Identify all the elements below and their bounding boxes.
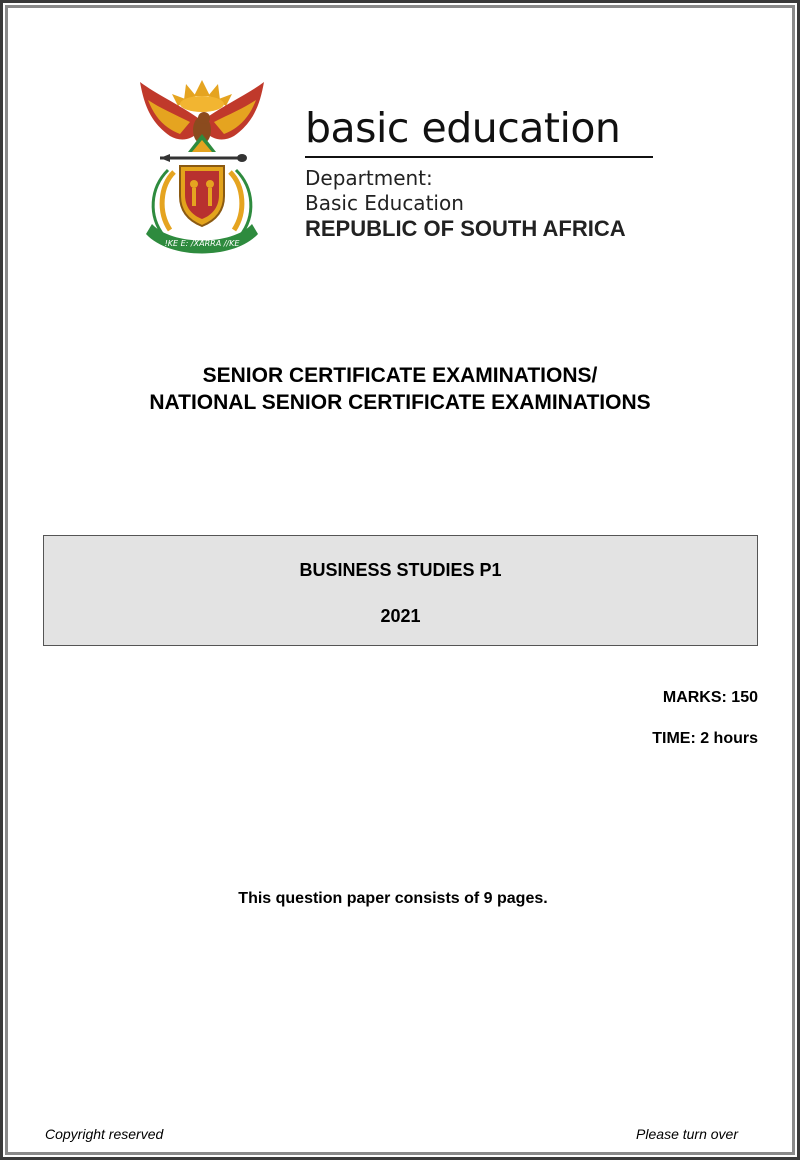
brand-underline <box>305 156 653 158</box>
footer-turn-over: Please turn over <box>636 1126 738 1142</box>
subject-box <box>43 535 758 646</box>
exam-title <box>0 362 800 416</box>
svg-text:!KE E: /XARRA //KE: !KE E: /XARRA //KE <box>164 239 240 248</box>
brand-name: basic education <box>305 104 621 152</box>
department-branding <box>305 104 655 242</box>
footer-copyright: Copyright reserved <box>45 1126 164 1142</box>
exam-title-line-2: NATIONAL SENIOR CERTIFICATE EXAMINATIONS <box>149 391 651 414</box>
exam-title-line-1: SENIOR CERTIFICATE EXAMINATIONS/ <box>202 364 598 387</box>
department-label: Department: <box>305 166 433 190</box>
country-name: REPUBLIC OF SOUTH AFRICA <box>305 216 626 241</box>
subject-name: BUSINESS STUDIES P1 <box>299 560 502 580</box>
subject-year: 2021 <box>380 606 421 626</box>
department-name: Basic Education <box>305 191 464 215</box>
marks-label: MARKS: 150 <box>662 689 758 706</box>
coat-of-arms-icon <box>130 74 275 254</box>
time-label: TIME: 2 hours <box>652 730 758 747</box>
page-count-note: This question paper consists of 9 pages. <box>238 890 548 907</box>
